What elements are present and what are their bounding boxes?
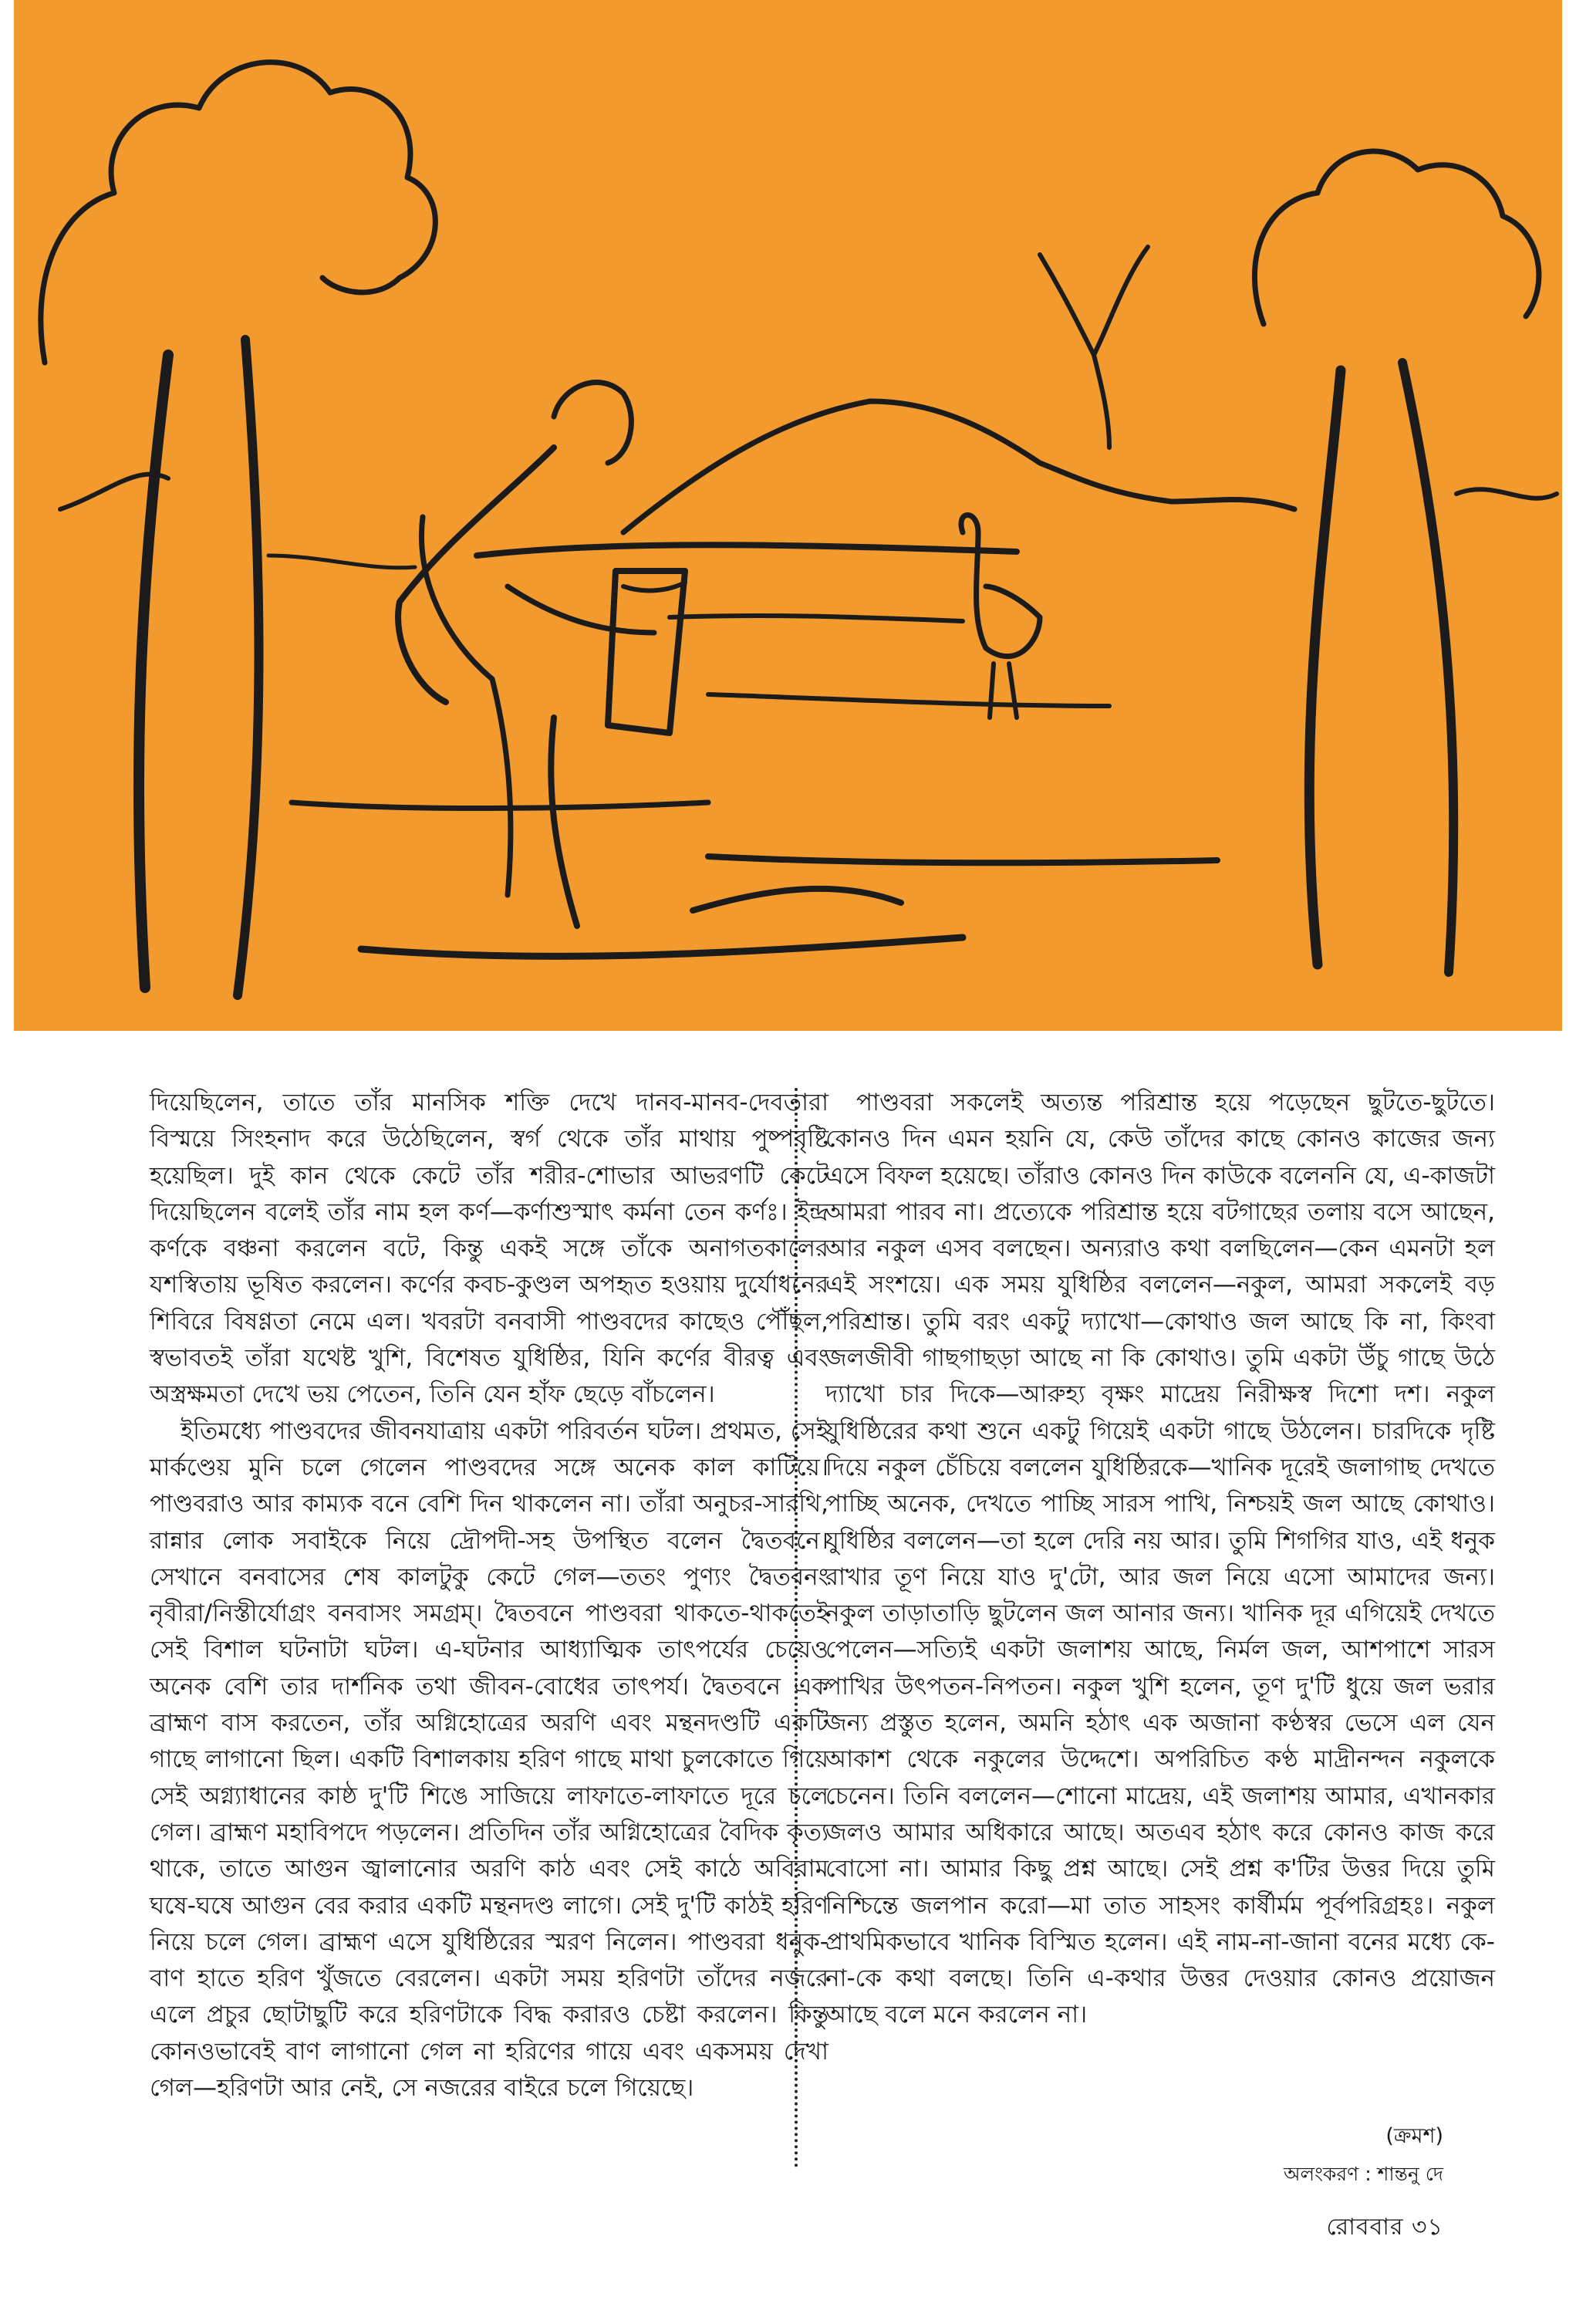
page-footer: রোববার ৩১ (1326, 2214, 1443, 2241)
left-article-column (150, 1085, 828, 2106)
left-paragraph-1: দিয়েছিলেন, তাতে তাঁর মানসিক শক্তি দেখে দানব-মানব-দেবতারা বিস্ময়ে সিংহনাদ করে উঠেছিলেন, স্বর্গ থেকে তাঁর মাথায় পুষ্পবৃষ্টি হয়েছিল। দুই কান থেকে কেটে তাঁর শরীর-শোভার আভরণটি কেটে দিয়েছিলেন বলেই তাঁর নাম হল কর্ণ—কর্ণাশুস্মাৎ কর্মনা তেন কর্ণঃ। ইন্দ্র কর্ণকে বঞ্চনা করলেন বটে, কিন্তু একই সঙ্গে তাঁকে অনাগতকালের যশস্বিতায় ভূষিত করলেন। কর্ণের কবচ-কুণ্ডল অপহৃত হওয়ায় দুর্যোধনের শিবিরে বিষণ্ণতা নেমে এল। খবরটা বনবাসী পাণ্ডবদের কাছেও পৌঁছল, স্বভাবতই তাঁরা যথেষ্ট খুশি, বিশেষত যুধিষ্ঠির, যিনি কর্ণের বীরত্ব এবং অস্ত্রক্ষমতা দেখে ভয় পেতেন, তিনি যেন হাঁফ ছেড়ে বাঁচলেন। (150, 1089, 828, 1409)
column-divider (795, 1088, 798, 2168)
right-article-column (825, 1085, 1495, 2034)
right-paragraph-1: পাণ্ডবরা সকলেই অত্যন্ত পরিশ্রান্ত হয়ে পড়েছেন ছুটতে-ছুটতে। কোনও দিন এমন হয়নি যে, কেউ তাঁদের কাছে কোনও কাজের জন্য এসে বিফল হয়েছে। তাঁরাও কোনও দিন কাউকে বলেননি যে, এ-কাজটা আমরা পারব না। প্রত্যেকে পরিশ্রান্ত হয়ে বটগাছের তলায় বসে আছেন, আর নকুল এসব বলছেন। অন্যরাও কথা বলছিলেন—কেন এমনটা হল এই সংশয়ে। এক সময় যুধিষ্ঠির বললেন—নকুল, আমরা সকলেই বড় পরিশ্রান্ত। তুমি বরং একটু দ্যাখো—কোথাও জল আছে কি না, কিংবা জলজীবী গাছগাছড়া আছে না কি কোথাও। তুমি একটা উঁচু গাছে উঠে দ্যাখো চার দিকে—আরুহ্য বৃক্ষং মাদ্রেয় নিরীক্ষস্ব দিশো দশ। নকুল যুধিষ্ঠিরের কথা শুনে একটু গিয়েই একটা গাছে উঠলেন। চারদিকে দৃষ্টি দিয়ে নকুল চেঁচিয়ে বললেন যুধিষ্ঠিরকে—খানিক দূরেই জলাগাছ দেখতে পাচ্ছি অনেক, দেখতে পাচ্ছি সারস পাখি, নিশ্চয়ই জল আছে কোথাও। যুধিষ্ঠির বললেন—তা হলে দেরি নয় আর। তুমি শিগগির যাও, এই ধনুক রাখার তূণ নিয়ে যাও দু'টো, আর জল নিয়ে এসো আমাদের জন্য। নকুল তাড়াতাড়ি ছুটলেন জল আনার জন্য। খানিক দূর এগিয়েই দেখতে পেলেন—সত্যিই একটা জলাশয় আছে, নির্মল জল, আশপাশে সারস পাখির উৎপতন-নিপতন। নকুল খুশি হলেন, তূণ দু'টি ধুয়ে জল ভরার জন্য প্রস্তুত হলেন, অমনি হঠাৎ এক অজানা কণ্ঠস্বর ভেসে এল যেন আকাশ থেকে নকুলের উদ্দেশে। অপরিচিত কণ্ঠ মাদ্রীনন্দন নকুলকে চেনেন। তিনি বললেন—শোনো মাদ্রেয়, এই জলাশয় আমার, এখানকার জলও আমার অধিকারে আছে। অতএব হঠাৎ করে কোনও কাজ করে বোসো না। আমার কিছু প্রশ্ন আছে। সেই প্রশ্ন ক'টির উত্তর দিয়ে তুমি নিশ্চিন্তে জলপান করো—মা তাত সাহসং কার্ষীর্মম পূর্বপরিগ্রহঃ। নকুল প্রাথমিকভাবে খানিক বিস্মিত হলেন। এই নাম-না-জানা বনের মধ্যে কে-না-কে কথা বলছে। তিনি এ-কথার উত্তর দেওয়ার কোনও প্রয়োজন আছে বলে মনে করলেন না। (825, 1089, 1495, 2029)
illustration-credit: অলংকরণ : শান্তনু দে (1283, 2163, 1443, 2185)
continued-label: (ক্রমশ) (1385, 2124, 1443, 2148)
left-paragraph-2: ইতিমধ্যে পাণ্ডবদের জীবনযাত্রায় একটা পরিবর্তন ঘটল। প্রথমত, সেই মার্কণ্ডেয় মুনি চলে গেলেন পাণ্ডবদের সঙ্গে অনেক কাল কাটিয়ে। পাণ্ডবরাও আর কাম্যক বনে বেশি দিন থাকলেন না। তাঁরা অনুচর-সারথি, রান্নার লোক সবাইকে নিয়ে দ্রৌপদী-সহ উপস্থিত বলেন দ্বৈতবনে। সেখানে বনবাসের শেষ কালটুকু কেটে গেল—ততং পুণ্যং দ্বৈতবনং নৃবীরা/নিস্তীর্যোগ্রং বনবাসং সমগ্রম্। দ্বৈতবনে পাণ্ডবরা থাকতে-থাকতেই সেই বিশাল ঘটনাটা ঘটল। এ-ঘটনার আধ্যাত্মিক তাৎপর্যের চেয়েও অনেক বেশি তার দার্শনিক তথা জীবন-বোধের তাৎপর্য। দ্বৈতবনে এক ব্রাহ্মণ বাস করতেন, তাঁর অগ্নিহোত্রের অরণি এবং মন্থনদণ্ডটি একটি গাছে লাগানো ছিল। একটি বিশালকায় হরিণ গাছে মাথা চুলকোতে গিয়ে সেই অগ্ন্যাধানের কাষ্ঠ দু'টি শিঙে সাজিয়ে লাফাতে-লাফাতে দূরে চলে গেল। ব্রাহ্মণ মহাবিপদে পড়লেন। প্রতিদিন তাঁর অগ্নিহোত্রের বৈদিক কৃত্য থাকে, তাতে আগুন জ্বালানোর অরণি কাঠ এবং সেই কাঠে অবিরাম ঘষে-ঘষে আগুন বের করার একটি মন্থনদণ্ড লাগে। সেই দু'টি কাঠই হরিণ নিয়ে চলে গেল। ব্রাহ্মণ এসে যুধিষ্ঠিরের স্মরণ নিলেন। পাণ্ডবরা ধনুক-বাণ হাতে হরিণ খুঁজতে বেরলেন। একটা সময় হরিণটা তাঁদের নজরে এলে প্রচুর ছোটাছুটি করে হরিণটাকে বিদ্ধ করারও চেষ্টা করলেন। কিন্তু কোনওভাবেই বাণ লাগানো গেল না হরিণের গায়ে এবং একসময় দেখা গেল—হরিণটা আর নেই, সে নজরের বাইরে চলে গিয়েছে। (150, 1417, 828, 2103)
illustration-artwork (14, 0, 1562, 1031)
lake-scene-illustration (14, 0, 1562, 1031)
